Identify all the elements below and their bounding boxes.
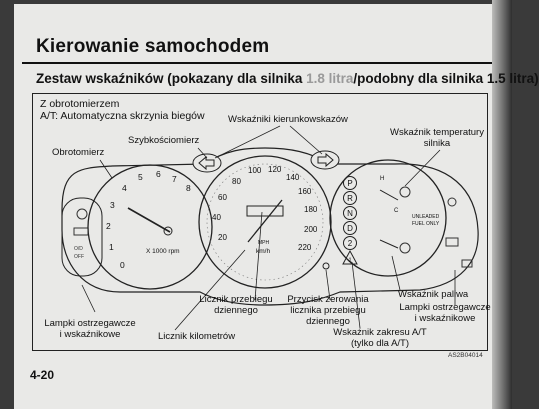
fuel-symbol [400,243,410,253]
right-lamp-2 [446,238,458,246]
tacho-tick-6: 6 [156,169,161,179]
trip-reset-button [323,263,329,269]
note-with-tachometer: Z obrotomierzem [40,98,120,110]
page-number: 4-20 [30,368,55,382]
label-warning-lamps-right [395,302,495,324]
tacho-tick-3: 3 [110,200,115,210]
label-trip-reset [280,294,376,327]
speedo-tick-80: 80 [232,177,241,186]
label-trip-meter [196,294,276,316]
turn-right-indicator [311,151,339,169]
temp-c: C [394,208,399,214]
lamp-2 [74,228,88,235]
gear-2: 2 [347,239,353,248]
tacho-tick-1: 1 [109,242,114,252]
tacho-unit: X 1000 rpm [146,248,180,255]
label-tachometer: Obrotomierz [52,147,105,158]
gear-d: D [347,224,353,233]
speedo-tick-40: 40 [212,213,221,222]
label-warning-lamps-left [42,318,138,340]
tacho-tick-5: 5 [138,172,143,182]
speedo-tick-200: 200 [304,225,318,234]
speedo-unit-mph: MPH [258,240,270,246]
gear-n: N [347,209,353,218]
right-lamp-1 [448,198,456,206]
fuel-needle [380,240,398,248]
subtitle-rest: /podobny dla silnika 1.5 litra) [353,71,539,86]
fuel-label-unleaded: UNLEADED [412,214,440,220]
fuel-gauge-labels [380,176,440,227]
label-odometer: Licznik kilometrów [158,331,236,342]
label-speedometer: Szybkościomierz [128,135,200,146]
speedo-tick-120: 120 [268,165,282,174]
label-fuel-gauge: Wskaźnik paliwa [398,289,469,300]
lamp-1 [77,209,87,219]
temp-h: H [380,176,385,182]
odometer-window [247,206,283,216]
subtitle-main: Zestaw wskaźników (pokazany dla silnika [36,71,307,86]
speedo-tick-160: 160 [298,187,312,196]
label-lamps-l-line1: Lampki ostrzegawcze [44,318,136,329]
temp-needle [380,190,398,200]
temp-symbol [400,187,410,197]
speedo-tick-20: 20 [218,233,227,242]
label-lamps-r-line1: Lampki ostrzegawcze [399,302,491,313]
label-temp-line2: silnika [423,138,451,149]
label-lamps-r-line2: i wskaźnikowe [414,313,476,324]
tacho-tick-0: 0 [120,260,125,270]
speedo-tick-180: 180 [304,205,318,214]
tachometer-needle [128,208,170,232]
label-range-line2: (tylko dla A/T) [350,338,410,349]
speedo-unit-kmh: km/h [256,248,271,255]
speedo-tick-220: 220 [298,243,312,252]
speedometer-scale [212,165,318,255]
label-reset-line3: dziennego [306,316,350,327]
tacho-tick-8: 8 [186,183,191,193]
tacho-tick-7: 7 [172,174,177,184]
speedo-tick-60: 60 [218,193,227,202]
label-temp-gauge [390,127,484,149]
label-trip-line2: dziennego [214,305,258,316]
label-trip-line1: Licznik przebiegu [199,294,273,305]
label-reset-line1: Przycisk zerowania [287,294,369,305]
note-automatic-transmission: A/T: Automatyczna skrzynia biegów [40,110,205,122]
fuel-label-fuel-only: FUEL ONLY [412,221,440,227]
left-lamp-pod [62,198,102,276]
gear-p: P [347,179,353,188]
figure-code: AS2B04014 [448,352,483,359]
speedo-tick-140: 140 [286,173,300,182]
label-turn-signals: Wskaźniki kierunkowskazów [228,114,348,125]
label-reset-line2: licznika przebiegu [290,305,366,316]
lamp-3: O/D [74,246,83,252]
page-title: Kierowanie samochodem [36,36,270,57]
gear-1: 1 [348,258,352,264]
label-lamps-l-line2: i wskaźnikowe [59,329,121,340]
tacho-tick-2: 2 [106,221,111,231]
speedo-tick-100: 100 [248,166,262,175]
label-range-indicator [330,327,430,349]
tacho-tick-4: 4 [122,183,127,193]
label-temp-line1: Wskaźnik temperatury [390,127,484,138]
subtitle-highlight: 1.8 litra [306,71,354,86]
label-range-line1: Wskaźnik zakresu A/T [333,327,427,338]
gear-range-indicator [343,177,357,265]
gear-r: R [347,194,353,203]
lamp-4: OFF [74,254,84,260]
